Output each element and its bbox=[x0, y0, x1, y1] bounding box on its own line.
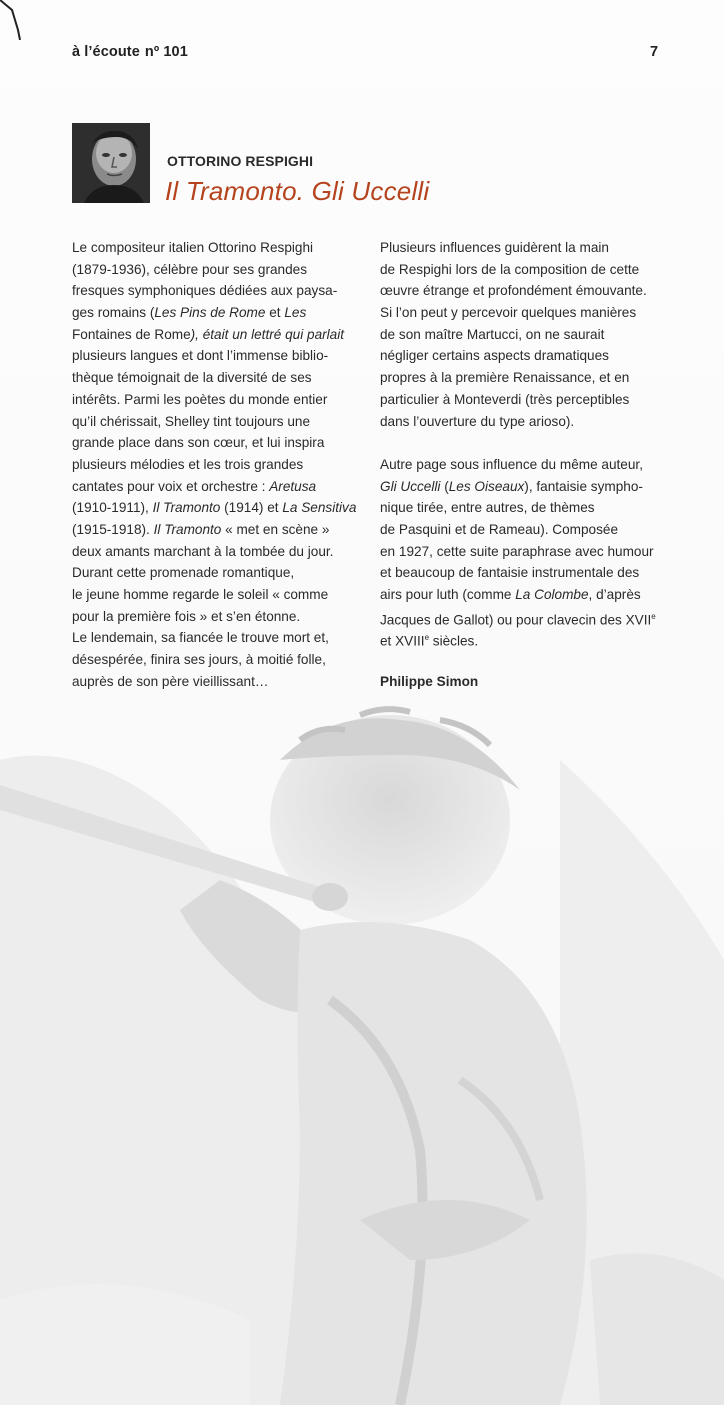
text-segment: nique tirée, entre autres, de thèmes bbox=[380, 500, 595, 516]
author-signature: Philippe Simon bbox=[380, 673, 479, 689]
italic-title: Aretusa bbox=[269, 478, 317, 494]
text-segment: Fontaines de Rome bbox=[72, 326, 191, 342]
text-segment: airs pour luth (comme bbox=[380, 587, 516, 602]
text-segment: et XVIII bbox=[380, 633, 425, 649]
italic-title: e bbox=[424, 633, 430, 643]
text-line bbox=[72, 259, 364, 281]
text-segment: de Respighi lors de la composition de cette bbox=[380, 261, 640, 277]
text-line bbox=[72, 606, 364, 628]
text-segment: le jeune homme regarde le soleil « comme bbox=[72, 587, 329, 602]
text-line bbox=[72, 497, 364, 519]
text-segment: Autre page sous influence du même auteur, bbox=[380, 456, 643, 472]
text-line bbox=[380, 519, 680, 541]
text-line bbox=[72, 584, 364, 606]
text-line bbox=[380, 324, 680, 346]
text-line bbox=[72, 627, 364, 649]
text-segment: propres à la première Renaissance, et en bbox=[380, 370, 630, 386]
text-segment: cantates pour voix et orchestre : bbox=[72, 478, 270, 494]
text-segment: désespérée, finira ses jours, à moitié folle, bbox=[72, 652, 326, 668]
composer-name: OTTORINO RESPIGHI bbox=[167, 153, 314, 169]
text-line bbox=[380, 389, 680, 411]
text-line bbox=[72, 302, 364, 324]
text-segment: ( bbox=[440, 478, 449, 494]
text-line bbox=[380, 237, 680, 259]
italic-title: ), était un lettré qui parlait bbox=[190, 326, 345, 342]
issue-number: nº 101 bbox=[144, 44, 188, 60]
text-segment: grande place dans son cœur, et lui inspira bbox=[72, 435, 325, 451]
text-segment: deux amants marchant à la tombée du jour. bbox=[72, 543, 334, 559]
text-segment: (1914) et bbox=[220, 500, 283, 516]
text-line bbox=[72, 237, 364, 259]
running-header bbox=[72, 44, 188, 60]
text-segment: de Pasquini et de Rameau). Composée bbox=[380, 521, 619, 537]
text-segment: négliger certains aspects dramatiques bbox=[380, 348, 609, 364]
text-line bbox=[380, 606, 680, 628]
italic-title: e bbox=[651, 611, 656, 621]
text-line bbox=[380, 541, 680, 563]
text-line bbox=[380, 476, 680, 498]
text-segment: thèque témoignait de la diversité de ses bbox=[72, 370, 312, 386]
paragraph-gap bbox=[380, 649, 680, 671]
composer-portrait bbox=[72, 123, 150, 203]
text-segment: Le compositeur italien Ottorino Respighi bbox=[72, 240, 314, 255]
page-number: 7 bbox=[650, 44, 659, 60]
text-line bbox=[72, 345, 364, 367]
text-line bbox=[380, 259, 680, 281]
text-segment: de son maître Martucci, on ne saurait bbox=[380, 326, 605, 342]
text-segment: œuvre étrange et profondément émouvante. bbox=[380, 283, 647, 299]
text-segment: Si l’on peut y percevoir quelques manières bbox=[380, 305, 637, 321]
text-line bbox=[380, 367, 680, 389]
text-segment: plusieurs langues et dont l’immense biblio- bbox=[72, 348, 329, 364]
text-segment: (1915-1918). bbox=[72, 521, 154, 537]
italic-title: La Sensitiva bbox=[282, 500, 357, 516]
text-segment: Jacques de Gallot) ou pour clavecin des XVII bbox=[380, 612, 652, 628]
text-line bbox=[72, 432, 364, 454]
paragraph-gli-uccelli bbox=[380, 454, 680, 649]
angel-statue-image bbox=[0, 700, 724, 1405]
text-line bbox=[72, 411, 364, 433]
italic-title: La Colombe bbox=[515, 587, 589, 602]
text-line bbox=[72, 519, 364, 541]
paragraph-gap bbox=[380, 432, 680, 454]
text-segment: auprès de son père vieillissant… bbox=[72, 673, 269, 689]
text-segment: plusieurs mélodies et les trois grandes bbox=[72, 456, 304, 472]
text-segment: et bbox=[265, 305, 285, 321]
text-line bbox=[72, 649, 364, 671]
text-line bbox=[72, 324, 364, 346]
scan-edge-mark bbox=[0, 0, 22, 40]
text-segment: en 1927, cette suite paraphrase avec humour bbox=[380, 543, 654, 559]
text-line bbox=[72, 671, 364, 693]
text-line bbox=[380, 627, 680, 649]
paragraph-influences bbox=[380, 237, 680, 432]
text-line bbox=[72, 541, 364, 563]
text-segment: « met en scène » bbox=[221, 521, 330, 537]
text-segment: qu’il chérissait, Shelley tint toujours une bbox=[72, 413, 311, 429]
text-segment: pour la première fois » et s’en étonne. bbox=[72, 608, 301, 624]
text-segment: (1910-1911), bbox=[72, 500, 153, 516]
text-line bbox=[72, 367, 364, 389]
italic-title: Les Pins de Rome bbox=[154, 305, 266, 321]
text-line bbox=[72, 280, 364, 302]
italic-title: Il Tramonto bbox=[153, 521, 222, 537]
work-title: Il Tramonto. Gli Uccelli bbox=[165, 176, 430, 206]
text-segment: et beaucoup de fantaisie instrumentale des bbox=[380, 565, 640, 581]
text-segment: Le lendemain, sa fiancée le trouve mort et, bbox=[72, 630, 329, 646]
text-line bbox=[72, 454, 364, 476]
publication-name: à l’écoute bbox=[72, 44, 140, 60]
text-segment: Durant cette promenade romantique, bbox=[72, 565, 295, 581]
italic-title: Les Oiseaux bbox=[448, 478, 525, 494]
text-segment: ges romains ( bbox=[72, 305, 155, 321]
text-segment: , d’après bbox=[588, 587, 641, 602]
text-line bbox=[380, 584, 680, 606]
right-column bbox=[380, 237, 680, 692]
text-line bbox=[380, 345, 680, 367]
text-line bbox=[380, 411, 680, 433]
italic-title: Gli Uccelli bbox=[380, 478, 441, 494]
text-line bbox=[380, 302, 680, 324]
text-line bbox=[72, 562, 364, 584]
italic-title: Les bbox=[284, 305, 307, 321]
text-segment: particulier à Monteverdi (très perceptibles bbox=[380, 391, 630, 407]
text-line bbox=[72, 476, 364, 498]
italic-title: Il Tramonto bbox=[152, 500, 221, 516]
text-line bbox=[380, 497, 680, 519]
text-line bbox=[380, 562, 680, 584]
text-line bbox=[380, 280, 680, 302]
text-segment: (1879-1936), célèbre pour ses grandes bbox=[72, 261, 308, 277]
text-segment: intérêts. Parmi les poètes du monde entier bbox=[72, 391, 328, 407]
text-line bbox=[380, 454, 680, 476]
left-column bbox=[72, 237, 364, 692]
text-segment: Plusieurs influences guidèrent la main bbox=[380, 240, 609, 255]
text-segment: fresques symphoniques dédiées aux paysa- bbox=[72, 283, 338, 299]
text-segment: siècles. bbox=[429, 633, 479, 649]
text-segment: dans l’ouverture du type arioso). bbox=[380, 413, 575, 429]
text-line bbox=[72, 389, 364, 411]
text-segment: ), fantaisie sympho- bbox=[524, 478, 643, 494]
